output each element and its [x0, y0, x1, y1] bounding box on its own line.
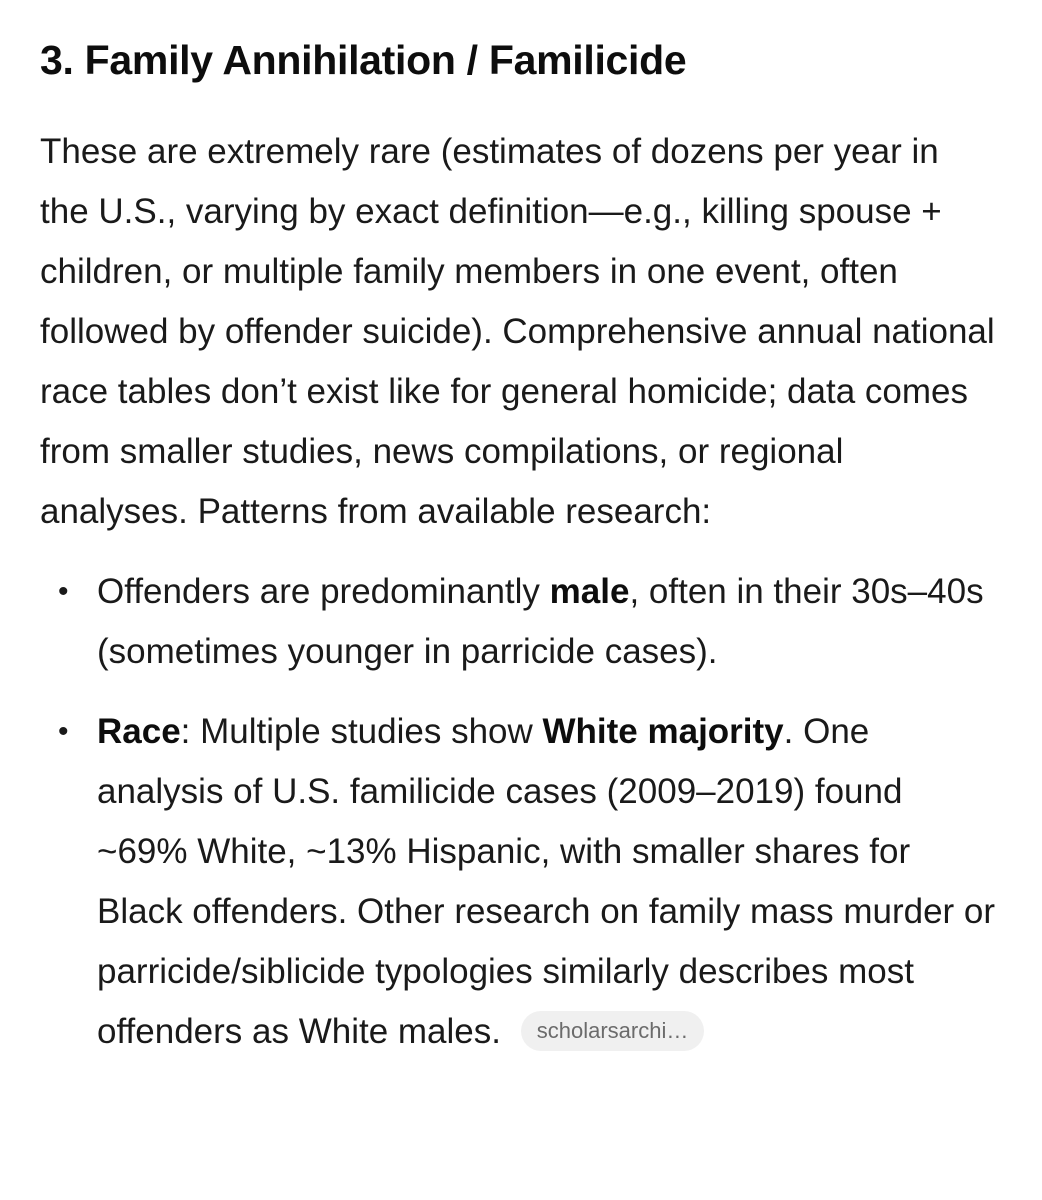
bullet-text: . One analysis of U.S. familicide cases (2009–2019) found ~69% White, ~13% Hispanic, with smaller shares for Black offenders. Other research on family mass murder or parricide/siblicide typologies similarly describes most offenders as White males.	[97, 712, 996, 1051]
section-heading: 3. Family Annihilation / Familicide	[40, 37, 687, 83]
bullet-marker: •	[58, 575, 69, 608]
bullet-text: Offenders are predominantly	[97, 572, 550, 611]
bullet-text: : Multiple studies show	[180, 712, 543, 751]
bullet-text: , often in their 30s–40s (sometimes younger in parricide cases).	[97, 572, 984, 671]
bullet-list	[40, 562, 1000, 1062]
bullet-offenders-male	[40, 562, 997, 682]
source-citation-chip[interactable]: scholarsarchi…	[521, 1011, 705, 1051]
intro-paragraph: These are extremely rare (estimates of dozens per year in the U.S., varying by exact definition—e.g., killing spouse + children, or multiple family members in one event, often followed by offender suicide). Comprehensive annual national race tables don’t exist like for general homicide; data comes from smaller studies, news compilations, or regional analyses. Patterns from available research:	[40, 132, 995, 531]
bold-male: male	[549, 572, 630, 611]
bullet-race	[40, 702, 997, 1062]
bold-race: Race	[97, 712, 181, 751]
bold-white-majority: White majority	[542, 712, 784, 751]
response-content	[40, 34, 1000, 1082]
bullet-marker: •	[58, 715, 69, 748]
